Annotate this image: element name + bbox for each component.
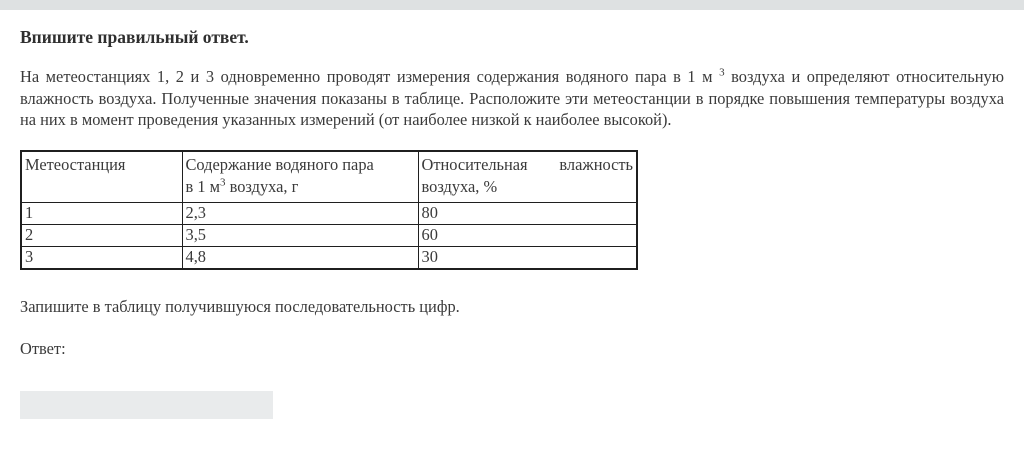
table-row [21, 202, 637, 224]
table-header-cubic-meter-superscript: 3 [220, 176, 226, 189]
answer-label: Ответ: [20, 338, 66, 358]
cell-vapor: 3,5 [182, 224, 418, 246]
table-header-row [21, 151, 637, 203]
cell-vapor: 4,8 [182, 246, 418, 269]
question-paragraph [20, 66, 1004, 131]
cell-station: 2 [21, 224, 182, 246]
cell-station: 3 [21, 246, 182, 269]
table-header-station: Метеостанция [21, 151, 182, 203]
question-text-after-sup: воздуха и определяют относительную влажность воздуха. Полученные значения показаны в таблице. Расположите эти метеостанции в порядке повышения температуры воздуха на них в момент проведения указанных измерений (от наиболее низкой к наиболее высокой). [20, 67, 1004, 130]
cell-humidity: 60 [418, 224, 637, 246]
cell-station: 1 [21, 202, 182, 224]
answer-input[interactable] [20, 391, 273, 419]
page-title: Впишите правильный ответ. [20, 27, 249, 47]
cell-vapor: 2,3 [182, 202, 418, 224]
table-row [21, 246, 637, 269]
instruction-text: Запишите в таблицу получившуюся последовательность цифр. [20, 296, 460, 316]
question-text-before-sup: На метеостанциях 1, 2 и 3 одновременно проводят измерения содержания водяного пара в 1 м [20, 67, 720, 86]
table-header-vapor-line2: в 1 м [185, 176, 221, 196]
table-header-vapor-units: воздуха, г [225, 176, 299, 196]
table-header-vapor-line1: Содержание водяного пара [185, 154, 374, 174]
question-page [0, 28, 1024, 419]
cell-humidity: 80 [418, 202, 637, 224]
measurements-table [20, 150, 638, 270]
table-row [21, 224, 637, 246]
table-header-humidity: Относительная влажность воздуха, % [418, 151, 637, 203]
cell-humidity: 30 [418, 246, 637, 269]
top-bar [0, 0, 1024, 10]
table-header-vapor [182, 151, 418, 203]
cubic-meter-superscript: 3 [719, 66, 725, 79]
